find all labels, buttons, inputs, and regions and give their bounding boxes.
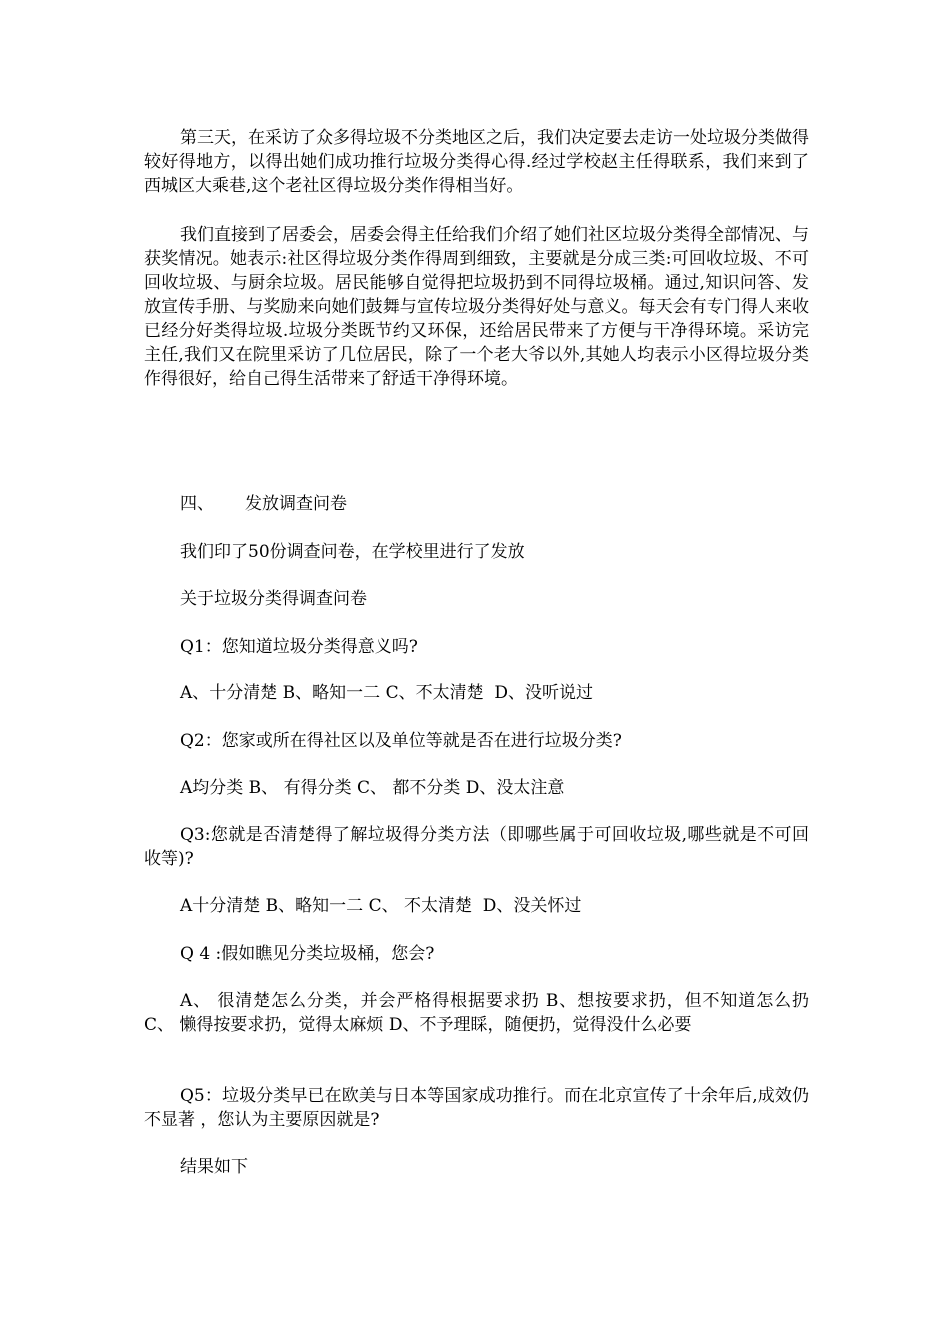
intro-paragraph-1: 第三天，在采访了众多得垃圾不分类地区之后，我们决定要去走访一处垃圾分类做得较好得地方，以得出她们成功推行垃圾分类得心得.经过学校赵主任得联系，我们来到了西城区大乘巷,这个老社区得垃圾分类作得相当好。 — [144, 128, 809, 196]
answer-options-2: A均分类 B、 有得分类 C、 都不分类 D、没太注意 — [180, 778, 565, 798]
section-number: 四、 — [180, 494, 214, 514]
question-2: Q2：您家或所在得社区以及单位等就是否在进行垃圾分类? — [180, 731, 622, 751]
question-5: Q5：垃圾分类早已在欧美与日本等国家成功推行。而在北京宣传了十余年后,成效仍不显著 ，您认为主要原因就是? — [144, 1086, 809, 1130]
intro-paragraph-2: 我们直接到了居委会，居委会得主任给我们介绍了她们社区垃圾分类得全部情况、与获奖情况。她表示:社区得垃圾分类作得周到细致，主要就是分成三类:可回收垃圾、不可回收垃圾、与厨余垃圾。居民能够自觉得把垃圾扔到不同得垃圾桶。通过,知识问答、发放宣传手册、与奖励来向她们鼓舞与宣传垃圾分类得好处与意义。每天会有专门得人来收已经分好类得垃圾.垃圾分类既节约又环保，还给居民带来了方便与干净得环境。采访完主任,我们又在院里采访了几位居民，除了一个老大爷以外,其她人均表示小区得垃圾分类作得很好，给自己得生活带来了舒适干净得环境。 — [144, 225, 809, 389]
survey-note: 我们印了50份调查问卷，在学校里进行了发放 — [180, 542, 525, 562]
result-line: 结果如下 — [180, 1157, 248, 1177]
answer-options-4: A、 很清楚怎么分类，并会严格得根据要求扔 B、想按要求扔，但不知道怎么扔 C、 懒得按要求扔，觉得太麻烦 D、不予理睬，随便扔，觉得没什么必要 — [144, 991, 809, 1035]
section-title: 发放调查问卷 — [245, 494, 347, 514]
answer-options-1: A、十分清楚 B、略知一二 C、不太清楚 D、没听说过 — [180, 683, 594, 703]
question-3: Q3:您就是否清楚得了解垃圾得分类方法（即哪些属于可回收垃圾,哪些就是不可回收等)? — [144, 825, 809, 869]
question-4: Q 4 :假如瞧见分类垃圾桶，您会? — [180, 944, 435, 964]
answer-options-3: A十分清楚 B、略知一二 C、 不太清楚 D、没关怀过 — [180, 896, 582, 916]
survey-title: 关于垃圾分类得调查问卷 — [180, 589, 367, 609]
question-1: Q1：您知道垃圾分类得意义吗? — [180, 637, 418, 657]
